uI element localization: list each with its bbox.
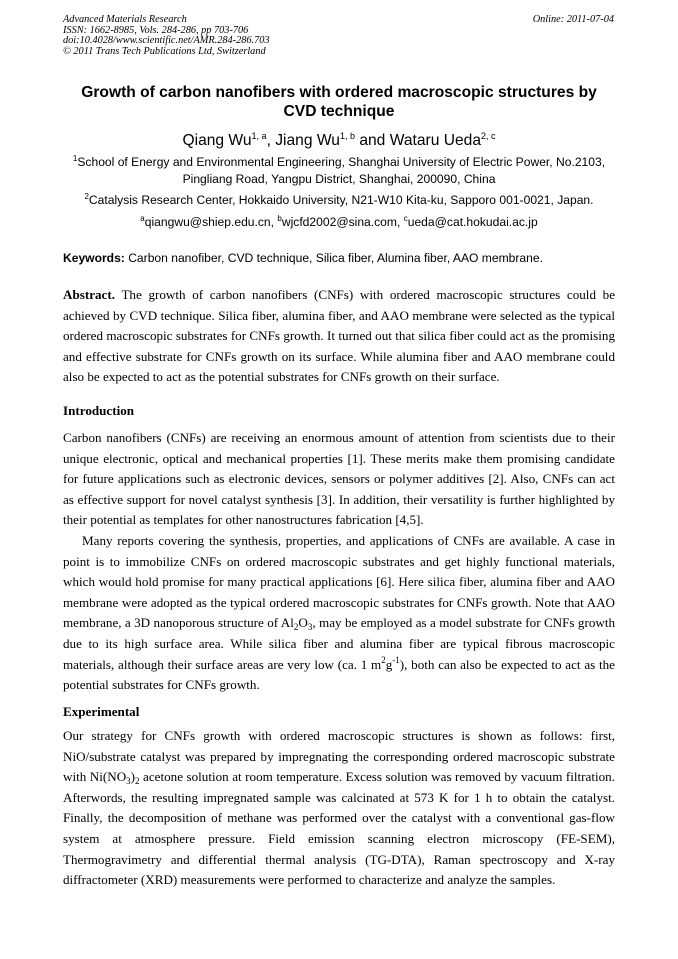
online-date: Online: 2011-07-04 <box>532 14 614 25</box>
abstract-text: The growth of carbon nanofibers (CNFs) with ordered macroscopic structures could be achieved by CVD technique. Silica fiber, alumina fiber, and AAO membrane were selected as the typical ordered macroscopic substrates for CNFs growth. It turned out that silica fiber could act as the promising and effective substrate for CNFs growth on its surface. While alumina fiber and AAO membrane could also be expected to act as the potential substrates for CNFs growth on their surface. <box>63 287 616 385</box>
text-run: Our strategy for CNFs growth with ordered macroscopic structures is shown as follows: first, NiO/substrate catalyst was prepared by impregnating the corresponding ordered macroscopic substrate with Ni(NO <box>63 728 615 785</box>
introduction-section <box>63 428 615 696</box>
author-separator: , <box>266 132 276 149</box>
author-affil-marker: 2, c <box>481 131 496 141</box>
experimental-paragraph-1 <box>63 726 615 891</box>
author-emails <box>63 214 615 231</box>
author-list <box>63 131 615 150</box>
copyright-line: © 2011 Trans Tech Publications Ltd, Switzerland <box>63 45 266 57</box>
text-run: ), both can also be expected to act as the potential substrates for CNFs growth. <box>63 656 615 693</box>
affiliation-text: School of Energy and Environmental Engineering, Shanghai University of Electric Power, No.2103, Pingliang Road, Yangpu District, Shanghai, 200090, China <box>77 155 606 186</box>
doi-line: doi:10.4028/www.scientific.net/AMR.284-286.703 <box>63 35 270 46</box>
subscript: 3 <box>126 776 131 787</box>
affiliation-marker: 2 <box>84 192 89 201</box>
subscript: 2 <box>135 776 140 787</box>
section-heading-experimental: Experimental <box>63 704 140 719</box>
journal-header <box>63 15 270 57</box>
subscript: 3 <box>307 622 313 633</box>
email-address[interactable]: wjcfd2002@sina.com, <box>281 215 401 229</box>
author-name: Jiang Wu <box>275 132 340 149</box>
author-affil-marker: 1, b <box>339 131 355 141</box>
text-run: acetone solution at room temperature. Excess solution was removed by vacuum filtration. Afterwords, the resulting impregnated sample was calcinated at 573 K for 1 h to obtain the catalyst. Finally, the decomposition of methane was performed over the catalyst with a conventional gas-flow system at atmosphere pressure. Field emission scanning electron microscopy (FE-SEM), Thermogravimetry and differential thermal analysis (TG-DTA), Raman spectroscopy and X-ray diffractometer (XRD) measurements were performed to characterize and analyze the samples. <box>63 769 615 888</box>
abstract-label: Abstract. <box>63 287 115 302</box>
intro-paragraph-2 <box>63 531 615 696</box>
author-affil-marker: 1, a <box>251 131 267 141</box>
keywords-text: Carbon nanofiber, CVD technique, Silica fiber, Alumina fiber, AAO membrane. <box>128 251 543 265</box>
email-address[interactable]: ueda@cat.hokudai.ac.jp <box>407 215 538 229</box>
affiliation-2 <box>63 192 615 209</box>
keywords <box>63 250 615 266</box>
email-marker: c <box>403 214 408 223</box>
keywords-label: Keywords: <box>63 251 125 265</box>
intro-paragraph-1: Carbon nanofibers (CNFs) are receiving an enormous amount of attention from scientists due to their unique electronic, optical and mechanical properties [1]. These merits make them promising candidate for future applications such as electronic devices, sensors or polymer additives [2]. Also, CNFs can act as effective support for novel catalyst synthesis [3]. In addition, their versatility is further highlighted by their potential as templates for other nanostructures fabrication [4,5]. <box>63 430 615 528</box>
affiliation-marker: 1 <box>72 154 78 163</box>
abstract-paragraph <box>63 285 615 388</box>
subscript: 2 <box>293 622 299 633</box>
superscript: -1 <box>392 654 400 665</box>
experimental-section <box>63 726 615 891</box>
journal-name: Advanced Materials Research <box>63 14 187 25</box>
section-heading-introduction: Introduction <box>63 403 135 418</box>
author-conjunction: and <box>359 132 386 149</box>
email-marker: a <box>140 214 145 223</box>
text-run: ) <box>130 769 136 785</box>
issn-line: ISSN: 1662-8985, Vols. 284-286, pp 703-706 <box>63 24 249 36</box>
affiliation-1 <box>63 154 615 188</box>
email-marker: b <box>277 214 282 223</box>
text-run: g <box>385 656 393 672</box>
paper-title: Growth of carbon nanofibers with ordered macroscopic structures by CVD technique <box>81 84 597 120</box>
text-run: Many reports covering the synthesis, properties, and applications of CNFs are available. A case in point is to immobilize CNFs on ordered macroscopic substrates and get highly functional materials, which would hold promise for many practical applications [6]. Here silica fiber, alumina fiber and AAO membrane were adopted as the typical ordered macroscopic substrates for CNFs growth. Note that AAO membrane, a 3D nanoporous structure of Al <box>63 532 615 631</box>
text-run: , may be employed as a model substrate for CNFs growth due to its high surface area. While silica fiber and alumina fiber are typical fibrous macroscopic materials, although their surface areas are very low (ca. 1 m <box>63 615 616 672</box>
author-name: Qiang Wu <box>182 132 252 149</box>
superscript: 2 <box>381 654 386 665</box>
affiliation-text: Catalysis Research Center, Hokkaido University, N21-W10 Kita-ku, Sapporo 001-0021, Japan. <box>88 193 594 207</box>
author-name: Wataru Ueda <box>389 132 481 149</box>
abstract-section <box>63 285 615 388</box>
email-address[interactable]: qiangwu@shiep.edu.cn, <box>144 215 275 229</box>
text-run: O <box>298 615 308 631</box>
